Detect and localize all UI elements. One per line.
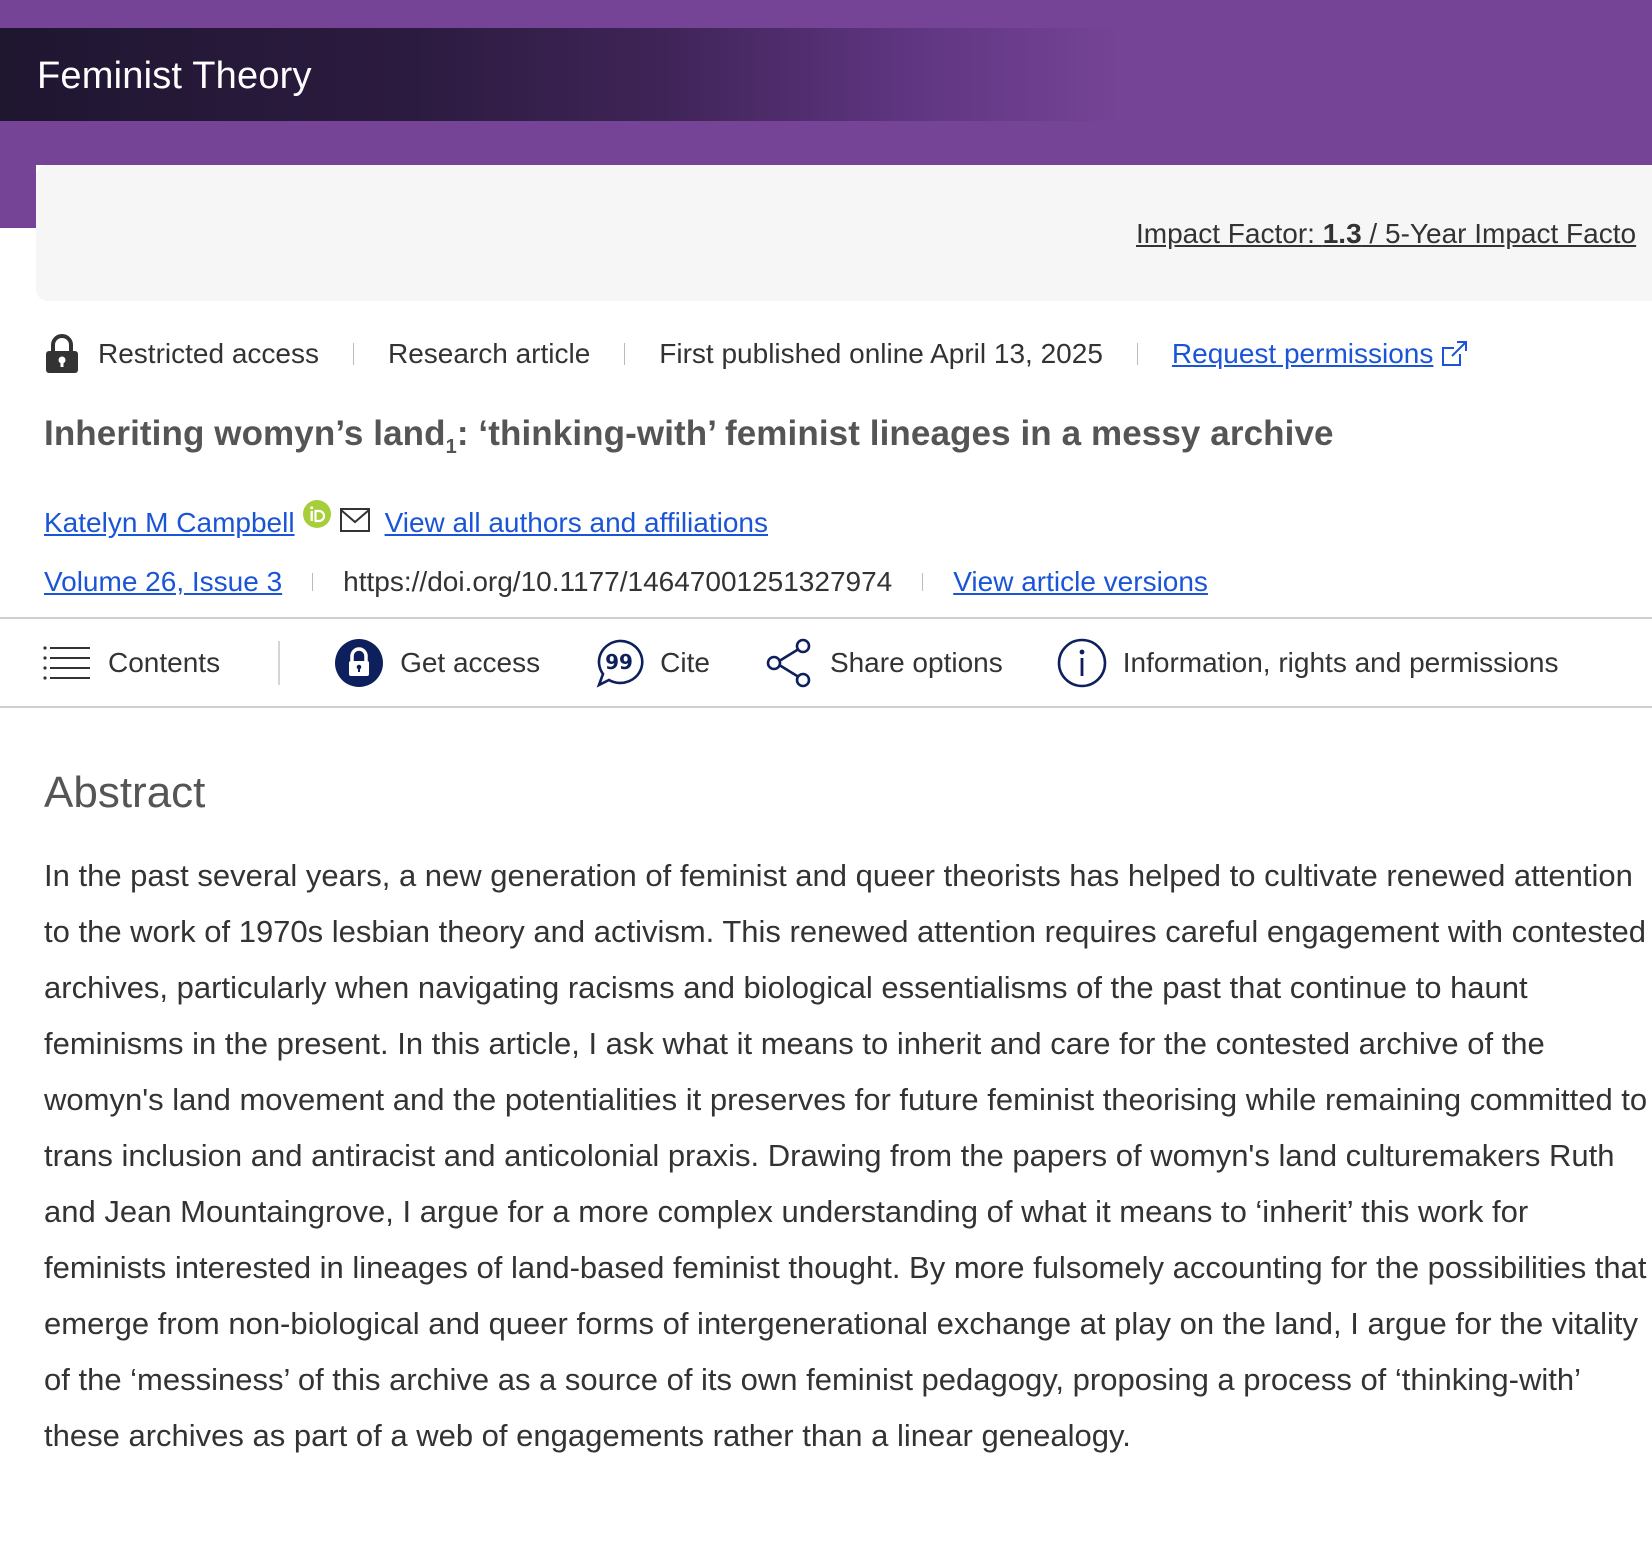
lock-icon [44, 334, 80, 374]
article-type: Research article [387, 338, 591, 369]
view-all-authors-link[interactable]: View all authors and affiliations [384, 507, 768, 538]
divider [624, 343, 625, 365]
article-meta-row [44, 334, 1469, 374]
divider [922, 573, 923, 591]
doi-text: https://doi.org/10.1177/14647001251327974 [343, 566, 893, 597]
quote-bubble-icon [594, 638, 644, 688]
contents-label: Contents [108, 646, 221, 678]
impact-factor-value: 1.3 [1322, 218, 1362, 249]
list-icon [42, 642, 92, 684]
access-status: Restricted access [98, 338, 319, 369]
share-options-button[interactable] [764, 638, 1003, 688]
article-title-main: Inheriting womyn’s land [44, 414, 446, 453]
header-purple-band [0, 121, 1652, 165]
share-options-label: Share options [829, 646, 1003, 678]
journal-title[interactable]: Feminist Theory [37, 55, 312, 97]
orcid-icon[interactable] [303, 500, 331, 528]
volume-issue-link[interactable]: Volume 26, Issue 3 [44, 566, 283, 597]
five-year-impact-label: 5-Year Impact Facto [1385, 218, 1637, 249]
article-title-footnote[interactable]: 1 [445, 436, 457, 458]
request-permissions-link[interactable]: Request permissions [1171, 338, 1434, 369]
lock-circle-icon [334, 638, 384, 688]
cite-label: Cite [660, 646, 710, 678]
toolbar-divider [278, 641, 280, 685]
article-title-rest: : ‘thinking-with’ feminist lineages in a messy archive [456, 414, 1334, 453]
header-top-band [0, 0, 1652, 28]
author-row [44, 503, 768, 543]
header-purple-edge [0, 165, 36, 228]
publication-date: First published online April 13, 2025 [659, 338, 1103, 369]
contents-button[interactable] [42, 642, 220, 684]
information-rights-label: Information, rights and permissions [1122, 646, 1559, 678]
abstract-text: In the past several years, a new generation of feminist and queer theorists has helped to cultivate renewed attention to the work of 1970s lesbian theory and activism. This renewed attention requires careful engagement with contested archives, particularly when navigating racisms and biological essentialisms of the past that continue to haunt feminisms in the present. In this article, I ask what it means to inherit and care for the contested archive of the womyn's land movement and the potentialities it preserves for future feminist theorising while remaining committed to trans inclusion and antiracist and anticolonial praxis. Drawing from the papers of womyn's land culturemakers Ruth and Jean Mountaingrove, I argue for a more complex understanding of what it means to ‘inherit’ this work for feminists interested in lineages of land-based feminist thought. By more fulsomely accounting for the possibilities that emerge from non-biological and queer forms of intergenerational exchange at play on the land, I argue for the vitality of the ‘messiness’ of this archive as a source of its own feminist pedagogy, proposing a process of ‘thinking-with’ these archives as part of a web of engagements rather than a linear genealogy. [44, 858, 1648, 1453]
article-title [44, 414, 1334, 459]
author-name-link[interactable]: Katelyn M Campbell [44, 507, 295, 538]
divider [353, 343, 354, 365]
get-access-button[interactable] [334, 638, 540, 688]
mail-icon[interactable] [339, 507, 371, 533]
info-icon [1057, 638, 1107, 688]
view-article-versions-link[interactable]: View article versions [953, 566, 1208, 597]
impact-factor-link[interactable] [1136, 218, 1636, 250]
cite-button[interactable] [594, 638, 710, 688]
issue-row [44, 562, 1208, 602]
divider [1137, 343, 1138, 365]
impact-factor-label: Impact Factor: [1136, 218, 1323, 249]
external-link-icon[interactable] [1439, 339, 1469, 369]
abstract-heading: Abstract [44, 768, 206, 817]
article-toolbar [0, 617, 1652, 708]
impact-separator: / [1361, 218, 1385, 249]
divider [312, 573, 313, 591]
share-icon [764, 638, 814, 688]
svg-text:99: 99 [605, 649, 634, 674]
information-rights-button[interactable] [1057, 638, 1559, 688]
get-access-label: Get access [400, 646, 541, 678]
